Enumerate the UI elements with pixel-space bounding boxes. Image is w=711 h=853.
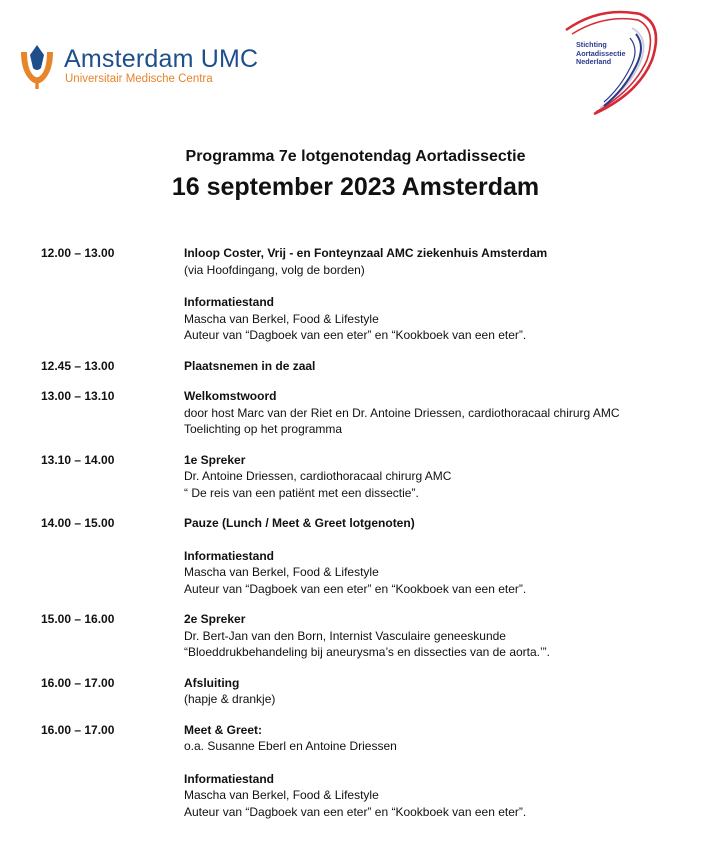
agenda-heading: Informatiestand [184, 295, 275, 309]
stichting-logo-text: Stichting Aortadissectie Nederland [576, 40, 626, 66]
agenda-line: “Bloeddrukbehandeling bij aneurysma’s en dissecties van de aorta.’”. [184, 645, 550, 659]
agenda-row [41, 722, 681, 821]
agenda-row [41, 245, 681, 344]
agenda-heading: Informatiestand [184, 548, 275, 563]
agenda-heading: Welkomstwoord [184, 389, 277, 403]
stichting-aortadissectie-logo [560, 8, 670, 116]
program-title: Programma 7e lotgenotendag Aortadissectie [185, 148, 526, 165]
agenda-line: Dr. Antoine Driessen, cardiothoracaal chirurg AMC [184, 469, 452, 483]
agenda-line: door host Marc van der Riet en Dr. Antoine Driessen, cardiothoracaal chirurg AMC [184, 405, 620, 420]
amsterdam-umc-logo [18, 40, 258, 92]
agenda [41, 245, 681, 820]
amc-logo-name: Amsterdam UMC [64, 45, 259, 73]
agenda-line: “ De reis van een patiënt met een dissectie”. [184, 485, 419, 500]
agenda-heading: 2e Spreker [184, 612, 246, 626]
agenda-time: 12.00 – 13.00 [41, 246, 115, 260]
agenda-heading: Inloop Coster, Vrij - en Fonteynzaal AMC ziekenhuis Amsterdam [184, 246, 548, 260]
agenda-row [41, 675, 681, 708]
tulip-logo-icon [18, 42, 56, 90]
agenda-row [41, 611, 681, 661]
agenda-row [41, 358, 681, 375]
agenda-line: Auteur van “Dagboek van een eter” en “Kookboek van een eter”. [184, 328, 527, 342]
agenda-line: Toelichting op het programma [184, 422, 343, 436]
agenda-time: 13.10 – 14.00 [41, 452, 115, 467]
agenda-time: 16.00 – 17.00 [41, 722, 115, 737]
agenda-line: Dr. Bert-Jan van den Born, Internist Vasculaire geneeskunde [184, 628, 506, 643]
event-date-location: 16 september 2023 Amsterdam [171, 173, 540, 201]
agenda-heading: Pauze (Lunch / Meet & Greet lotgenoten) [184, 516, 415, 530]
amc-logo-subtitle: Universitair Medische Centra [65, 73, 213, 85]
agenda-row [41, 515, 681, 597]
agenda-row [41, 388, 681, 438]
agenda-time: 12.45 – 13.00 [41, 358, 115, 373]
agenda-line: Mascha van Berkel, Food & Lifestyle [184, 788, 379, 802]
agenda-line: (hapje & drankje) [184, 692, 276, 706]
agenda-heading: Plaatsnemen in de zaal [184, 358, 316, 373]
agenda-heading: Informatiestand [184, 771, 275, 786]
agenda-row [41, 452, 681, 502]
agenda-time: 14.00 – 15.00 [41, 516, 115, 530]
agenda-line: (via Hoofdingang, volg de borden) [184, 262, 365, 277]
agenda-time: 13.00 – 13.10 [41, 389, 115, 403]
agenda-heading: Afsluiting [184, 675, 240, 690]
agenda-line: Auteur van “Dagboek van een eter” en “Kookboek van een eter”. [184, 581, 527, 596]
agenda-heading: Meet & Greet: [184, 722, 263, 737]
agenda-line: Auteur van “Dagboek van een eter” en “Kookboek van een eter”. [184, 804, 527, 819]
agenda-time: 16.00 – 17.00 [41, 675, 115, 690]
agenda-line: Mascha van Berkel, Food & Lifestyle [184, 565, 379, 579]
agenda-heading: 1e Spreker [184, 452, 246, 467]
agenda-line: Mascha van Berkel, Food & Lifestyle [184, 311, 379, 326]
agenda-line: o.a. Susanne Eberl en Antoine Driessen [184, 739, 397, 753]
agenda-time: 15.00 – 16.00 [41, 612, 115, 626]
